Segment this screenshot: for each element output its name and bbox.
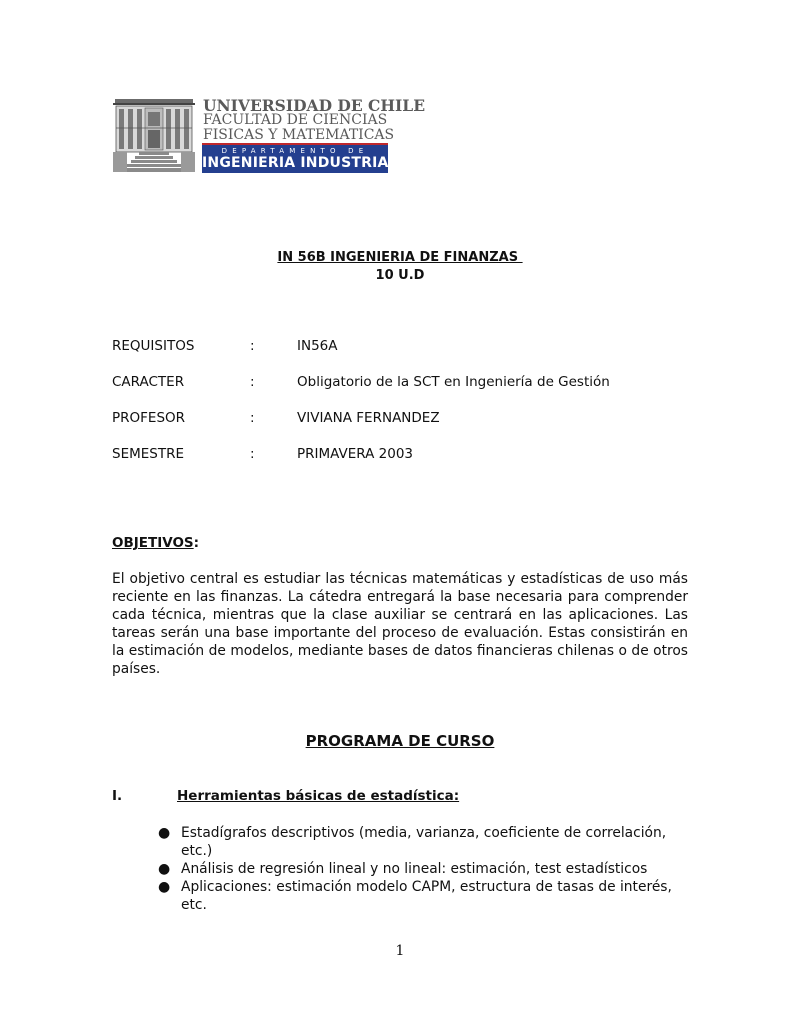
info-row-caracter bbox=[112, 374, 712, 394]
info-value: IN56A bbox=[297, 338, 338, 354]
bullet-icon: ● bbox=[158, 879, 171, 895]
info-value: PRIMAVERA 2003 bbox=[297, 446, 414, 462]
info-value: VIVIANA FERNANDEZ bbox=[297, 410, 440, 426]
logo-university-name: UNIVERSIDAD DE CHILE bbox=[203, 96, 426, 115]
university-logo bbox=[113, 96, 426, 176]
logo-department-band bbox=[202, 145, 398, 173]
info-separator: : bbox=[250, 446, 255, 462]
logo-faculty-line2: FISICAS Y MATEMATICAS bbox=[203, 127, 395, 143]
info-separator: : bbox=[250, 374, 255, 390]
list-item bbox=[158, 878, 698, 914]
bullet-icon: ● bbox=[158, 825, 171, 841]
objectives-heading-text: OBJETIVOS bbox=[112, 535, 194, 551]
info-separator: : bbox=[250, 410, 255, 426]
topic-list bbox=[158, 824, 698, 914]
program-heading: PROGRAMA DE CURSO bbox=[305, 732, 495, 750]
list-item-text: Estadígrafos descriptivos (media, varianza, coeficiente de correlación, etc.) bbox=[181, 825, 667, 859]
logo-faculty-line1: FACULTAD DE CIENCIAS bbox=[203, 112, 388, 128]
objectives-heading bbox=[112, 535, 199, 551]
list-item bbox=[158, 860, 698, 878]
list-item-text: Análisis de regresión lineal y no lineal: estimación, test estadísticos bbox=[181, 861, 648, 877]
objectives-paragraph: El objetivo central es estudiar las técnicas matemáticas y estadísticas de uso más reciente en las finanzas. La cátedra entregará la base necesaria para comprender cada técnica, mientras que la clase auxiliar se centrará en las aplicaciones. Las tareas serán una base importante del proceso de evaluación. Estas consistirán en la estimación de modelos, mediante bases de datos financieras chilenas o de otros países. bbox=[112, 571, 688, 677]
info-row-requisitos bbox=[112, 338, 712, 358]
bullet-icon: ● bbox=[158, 861, 171, 877]
list-item-text: Aplicaciones: estimación modelo CAPM, estructura de tasas de interés, etc. bbox=[181, 879, 672, 913]
logo-department-name: INGENIERIA INDUSTRIAL bbox=[202, 155, 398, 171]
info-label: SEMESTRE bbox=[112, 446, 185, 462]
university-building-icon bbox=[113, 96, 195, 174]
info-label: REQUISITOS bbox=[112, 338, 195, 354]
info-separator: : bbox=[250, 338, 255, 354]
list-item bbox=[158, 824, 698, 860]
info-label: CARACTER bbox=[112, 374, 185, 390]
info-label: PROFESOR bbox=[112, 410, 186, 426]
course-title-text: IN 56B INGENIERIA DE FINANZAS bbox=[277, 250, 523, 265]
objectives-heading-colon: : bbox=[193, 535, 200, 551]
logo-department-label: DEPARTAMENTO DE bbox=[221, 147, 369, 155]
info-row-profesor bbox=[112, 410, 712, 430]
section-title: Herramientas básicas de estadística: bbox=[177, 788, 460, 804]
course-credits: 10 U.D bbox=[375, 268, 425, 283]
section-number: I. bbox=[112, 788, 123, 804]
page-number: 1 bbox=[395, 943, 405, 959]
info-row-semestre bbox=[112, 446, 712, 466]
info-value: Obligatorio de la SCT en Ingeniería de Gestión bbox=[297, 374, 610, 390]
course-title bbox=[0, 250, 800, 265]
